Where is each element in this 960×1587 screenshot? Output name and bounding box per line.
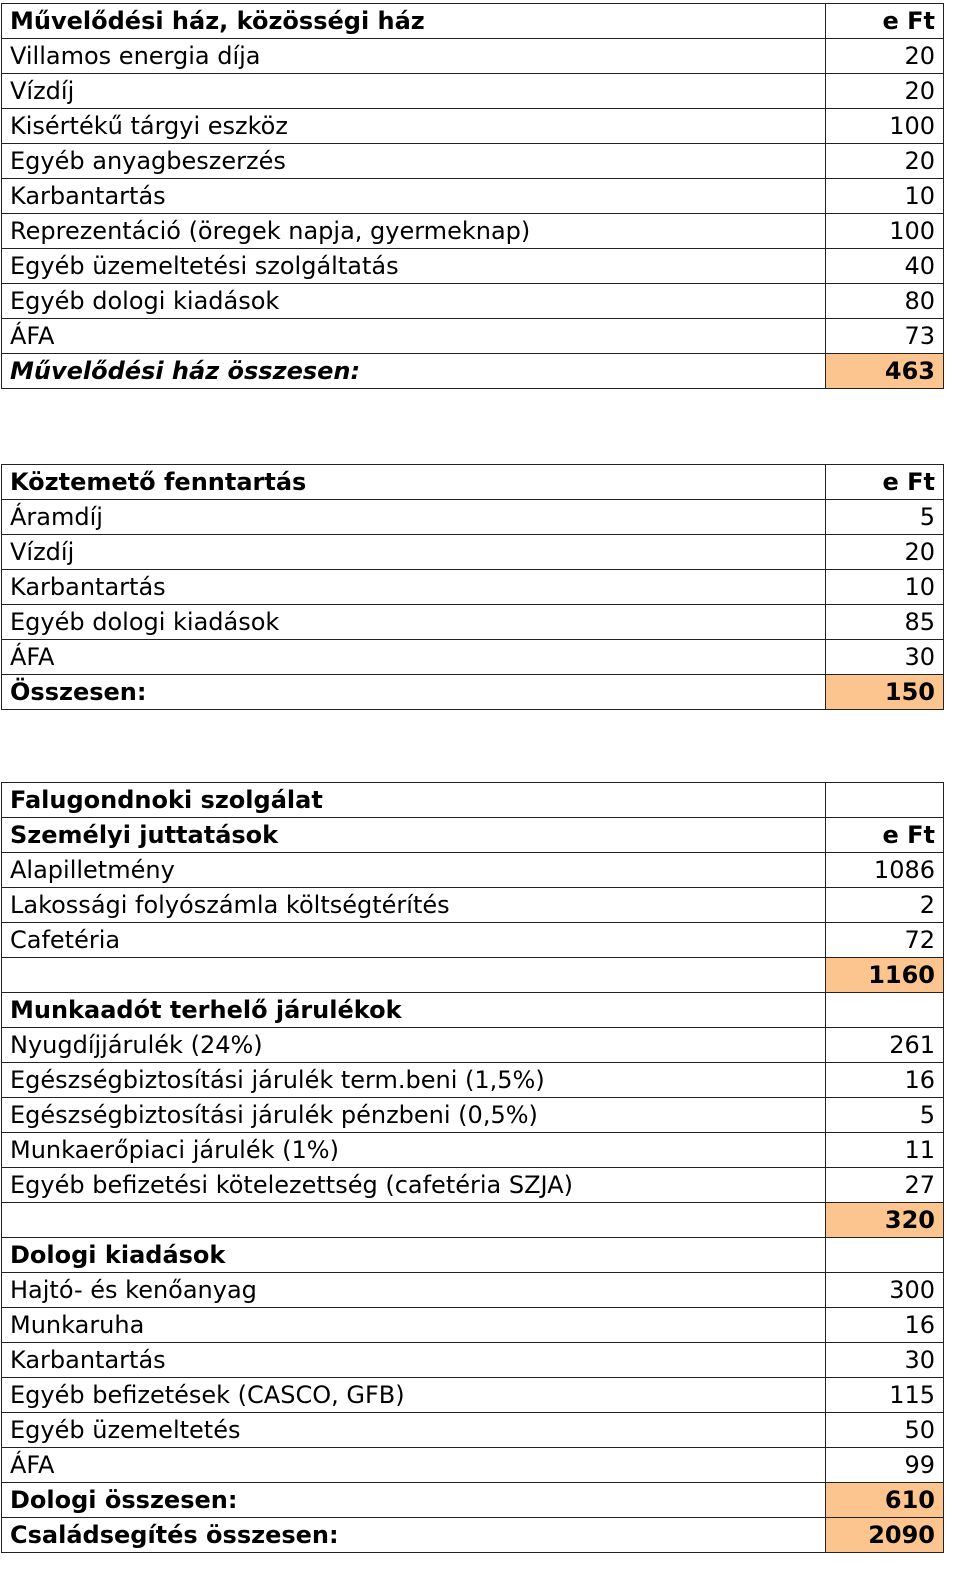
- row-label: Reprezentáció (öregek napja, gyermeknap): [2, 214, 826, 249]
- row-label: Egyéb üzemeltetés: [2, 1413, 826, 1448]
- row-label: Cafetéria: [2, 923, 826, 958]
- total-value: 463: [825, 354, 943, 389]
- row-label: Művelődési ház összesen:: [2, 354, 826, 389]
- row-label: Karbantartás: [2, 179, 826, 214]
- row-label: Karbantartás: [2, 1343, 826, 1378]
- row-value: e Ft: [825, 818, 943, 853]
- row-value: 27: [825, 1168, 943, 1203]
- row-value: 20: [825, 535, 943, 570]
- header-row: [2, 783, 944, 818]
- row-value: 261: [825, 1028, 943, 1063]
- row-label: Családsegítés összesen:: [2, 1518, 826, 1553]
- table-row: [2, 535, 944, 570]
- table-row: [2, 214, 944, 249]
- row-label: Falugondnoki szolgálat: [2, 783, 826, 818]
- table-row: [2, 1378, 944, 1413]
- row-value: 5: [825, 500, 943, 535]
- row-label: Vízdíj: [2, 535, 826, 570]
- table-row: [2, 1343, 944, 1378]
- row-label: Összesen:: [2, 675, 826, 710]
- row-label: ÁFA: [2, 640, 826, 675]
- row-value: 99: [825, 1448, 943, 1483]
- row-value: 11: [825, 1133, 943, 1168]
- row-value: 50: [825, 1413, 943, 1448]
- row-label: Áramdíj: [2, 500, 826, 535]
- total-value: 320: [825, 1203, 943, 1238]
- row-label: Művelődési ház, közösségi ház: [2, 4, 826, 39]
- table-row: [2, 1308, 944, 1343]
- row-value: [825, 993, 943, 1028]
- row-value: 16: [825, 1063, 943, 1098]
- row-value: 20: [825, 74, 943, 109]
- row-value: 85: [825, 605, 943, 640]
- row-value: [825, 1238, 943, 1273]
- row-label: Egyéb befizetési kötelezettség (cafetéria SZJA): [2, 1168, 826, 1203]
- table-row: [2, 249, 944, 284]
- table-row: [2, 179, 944, 214]
- row-value: 2: [825, 888, 943, 923]
- table-row: [2, 74, 944, 109]
- row-value: 1086: [825, 853, 943, 888]
- table-row: [2, 1133, 944, 1168]
- table-row: [2, 1098, 944, 1133]
- row-value: 10: [825, 179, 943, 214]
- table-row: [2, 853, 944, 888]
- row-label: Egyéb dologi kiadások: [2, 605, 826, 640]
- total-row: [2, 1518, 944, 1553]
- row-value: 30: [825, 1343, 943, 1378]
- total-value: 610: [825, 1483, 943, 1518]
- table-row: [2, 570, 944, 605]
- row-label: Karbantartás: [2, 570, 826, 605]
- row-value: e Ft: [825, 4, 943, 39]
- row-label: Kisértékű tárgyi eszköz: [2, 109, 826, 144]
- row-label: Egészségbiztosítási járulék pénzbeni (0,5%): [2, 1098, 826, 1133]
- total-row: [2, 354, 944, 389]
- table-row: [2, 923, 944, 958]
- total-row: [2, 958, 944, 993]
- row-label: Egyéb dologi kiadások: [2, 284, 826, 319]
- table-row: [2, 144, 944, 179]
- cultural-house-table: [1, 3, 944, 389]
- table-row: [2, 1168, 944, 1203]
- table-row: [2, 888, 944, 923]
- header-row: [2, 4, 944, 39]
- header-row: [2, 465, 944, 500]
- row-label: Nyugdíjjárulék (24%): [2, 1028, 826, 1063]
- total-value: 1160: [825, 958, 943, 993]
- cemetery-maintenance-table: [1, 464, 944, 710]
- row-label: ÁFA: [2, 319, 826, 354]
- row-label: ÁFA: [2, 1448, 826, 1483]
- row-label: Munkaruha: [2, 1308, 826, 1343]
- row-label: Villamos energia díja: [2, 39, 826, 74]
- total-row: [2, 1483, 944, 1518]
- table-row: [2, 640, 944, 675]
- table-row: [2, 1413, 944, 1448]
- header-row: [2, 1238, 944, 1273]
- row-label: Köztemető fenntartás: [2, 465, 826, 500]
- row-label: Egyéb anyagbeszerzés: [2, 144, 826, 179]
- village-caretaker-table: [1, 782, 944, 1553]
- total-value: 150: [825, 675, 943, 710]
- table-row: [2, 1448, 944, 1483]
- row-label: Munkaadót terhelő járulékok: [2, 993, 826, 1028]
- row-label: Egészségbiztosítási járulék term.beni (1,5%): [2, 1063, 826, 1098]
- table-row: [2, 605, 944, 640]
- row-value: e Ft: [825, 465, 943, 500]
- row-value: 20: [825, 144, 943, 179]
- row-value: 80: [825, 284, 943, 319]
- row-value: 100: [825, 109, 943, 144]
- row-label: [2, 1203, 826, 1238]
- row-label: Egyéb befizetések (CASCO, GFB): [2, 1378, 826, 1413]
- row-value: 100: [825, 214, 943, 249]
- row-label: Egyéb üzemeltetési szolgáltatás: [2, 249, 826, 284]
- table-row: [2, 1063, 944, 1098]
- row-value: 10: [825, 570, 943, 605]
- row-value: 16: [825, 1308, 943, 1343]
- row-value: 73: [825, 319, 943, 354]
- total-row: [2, 675, 944, 710]
- row-value: 20: [825, 39, 943, 74]
- row-label: Vízdíj: [2, 74, 826, 109]
- row-label: Dologi összesen:: [2, 1483, 826, 1518]
- row-value: 5: [825, 1098, 943, 1133]
- table-row: [2, 500, 944, 535]
- total-value: 2090: [825, 1518, 943, 1553]
- table-row: [2, 1028, 944, 1063]
- table-row: [2, 39, 944, 74]
- table-row: [2, 319, 944, 354]
- row-value: 30: [825, 640, 943, 675]
- header-row: [2, 818, 944, 853]
- table-row: [2, 109, 944, 144]
- table-row: [2, 1273, 944, 1308]
- row-value: 300: [825, 1273, 943, 1308]
- row-label: Lakossági folyószámla költségtérítés: [2, 888, 826, 923]
- row-label: Munkaerőpiaci járulék (1%): [2, 1133, 826, 1168]
- table-row: [2, 284, 944, 319]
- row-label: Személyi juttatások: [2, 818, 826, 853]
- total-row: [2, 1203, 944, 1238]
- row-value: 115: [825, 1378, 943, 1413]
- row-value: 40: [825, 249, 943, 284]
- row-label: [2, 958, 826, 993]
- row-value: [825, 783, 943, 818]
- row-value: 72: [825, 923, 943, 958]
- row-label: Alapilletmény: [2, 853, 826, 888]
- row-label: Hajtó- és kenőanyag: [2, 1273, 826, 1308]
- row-label: Dologi kiadások: [2, 1238, 826, 1273]
- header-row: [2, 993, 944, 1028]
